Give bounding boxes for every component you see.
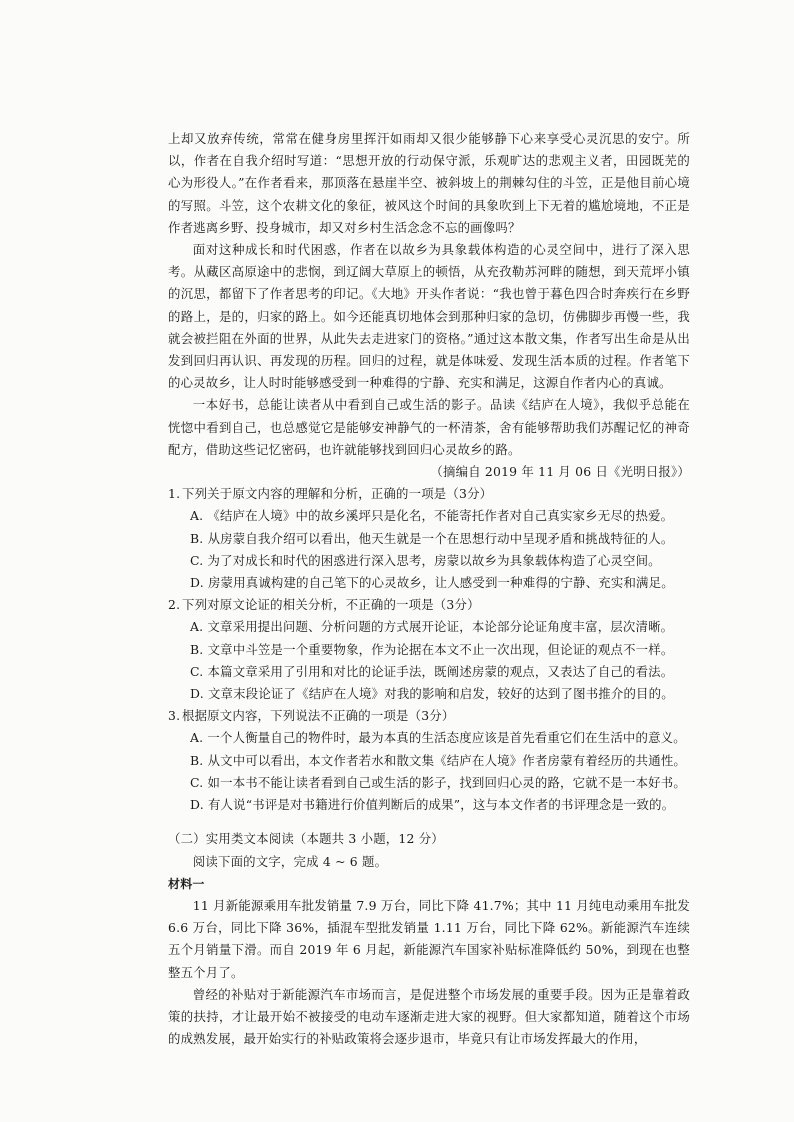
question-text: 下列关于原文内容的理解和分析，正确的一项是（3分） xyxy=(182,486,493,502)
material-paragraph-2: 曾经的补贴对于新能源汽车市场而言，是促进整个市场发展的重要手段。因为正是靠着政策的扶持，才让最开始不被接受的电动车逐渐走进大家的视野。但大家都知道，随着这个市场的成熟发展，最开始实行的补贴政策将会逐步退市，毕竟只有让市场发挥最大的作用， xyxy=(168,986,690,1047)
section-2 xyxy=(168,828,690,1050)
option-d: D. 文章末段论证了《结庐在人境》对我的影响和启发，较好的达到了图书推介的目的。 xyxy=(190,686,674,702)
option-d: D. 房蒙用真诚构建的自己笔下的心灵故乡，让人感受到一种难得的宁静、充实和满足。 xyxy=(190,575,674,591)
option-a: A. 一个人衡量自己的物件时，最为本真的生活态度应该是首先看重它们在生活中的意义。 xyxy=(190,730,686,746)
option-b: B. 从文中可以看出，本文作者若水和散文集《结庐在人境》作者房蒙有着经历的共通性。 xyxy=(190,752,687,768)
question-stem xyxy=(168,594,690,616)
question-number: 3. xyxy=(168,708,181,724)
option-c: C. 本篇文章采用了引用和对比的论证手法，既阐述房蒙的观点，又表达了自己的看法。 xyxy=(190,663,674,679)
page-content xyxy=(168,128,690,1050)
question-stem xyxy=(168,483,690,505)
option-a: A. 《结庐在人境》中的故乡溪坪只是化名，不能寄托作者对自己真实家乡无尽的热爱。 xyxy=(190,508,674,524)
question-stem xyxy=(168,705,690,727)
passage-paragraph-2: 面对这种成长和时代困惑，作者在以故乡为具象载体构造的心灵空间中，进行了深入思考。从藏区高原途中的悲悯，到辽阔大草原上的顿悟，从充孜勒苏河畔的随想，到天荒坪小镇的沉思，都留下了作者思考的印记。《大地》开头作者说：“我也曾于暮色四合时奔疾行在乡野的路上，是的，归家的路上。如今还能真切地体会到那种归家的急切，仿佛脚步再慢一些，我就会被拦阻在外面的世界，从此失去走进家门的资格。”通过这本散文集，作者写出生命是从出发到回归再认识、再发现的历程。回归的过程，就是体味爱、发现生活本质的过程。作者笔下的心灵故乡，让人时时能够感受到一种难得的宁静、充实和满足，这源自作者内心的真诚。 xyxy=(168,242,690,391)
option-c: C. 为了对成长和时代的困惑进行深入思考，房蒙以故乡为具象载体构造了心灵空间。 xyxy=(190,552,661,568)
option-a: A. 文章采用提出问题、分析问题的方式展开论证，本论部分论证角度丰富，层次清晰。 xyxy=(190,619,674,635)
section-heading: （二）实用类文本阅读（本题共 3 小题，12 分） xyxy=(168,831,444,847)
question-text: 下列对原文论证的相关分析，不正确的一项是（3分） xyxy=(182,597,480,613)
question-number: 1. xyxy=(168,486,181,502)
question-3 xyxy=(168,705,690,816)
option-c: C. 如一本书不能让读者看到自己或生活的影子，找到回归心灵的路，它就不是一本好书。 xyxy=(190,774,686,790)
section-instruction: 阅读下面的文字，完成 4 ~ 6 题。 xyxy=(192,853,388,869)
option-d: D. 有人说“书评是对书籍进行价值判断后的成果”，这与本文作者的书评理念是一致的。 xyxy=(190,797,675,813)
passage-paragraph-3: 一本好书，总能让读者从中看到自己或生活的影子。品读《结庐在人境》，我似乎总能在恍惚中看到自己，也总感觉它是能够安神静气的一杯清茶，舍有能够帮助我们苏醒记忆的神奇配方，借助这些记忆密码，也许就能够找到回归心灵故乡的路。 xyxy=(168,397,690,457)
question-text: 根据原文内容，下列说法不正确的一项是（3分） xyxy=(182,708,455,724)
question-2 xyxy=(168,594,690,705)
material-paragraph-1: 11 月新能源乘用车批发销量 7.9 万台，同比下降 41.7%；其中 11 月纯电动乘用车批发 6.6 万台，同比下降 36%，插混车型批发销量 1.11 万台，同比下降 62%。新能源汽车连续五个月销量下滑。而自 2019 年 6 月起，新能源汽车国家补贴标准降低约 50%，到现在也整整五个月了。 xyxy=(168,897,690,980)
material-label: 材料一 xyxy=(168,876,205,891)
passage-paragraph-1: 上却又放弃传统，常常在健身房里挥汗如雨却又很少能够静下心来享受心灵沉思的安宁。所以，作者在自我介绍时写道：“思想开放的行动保守派，乐观旷达的悲观主义者，田园既芜的心为形役人。”在作者看来，那顶落在悬崖半空、被斜坡上的荆棘勾住的斗笠，正是他目前心境的写照。斗笠，这个农耕文化的象征，被风这个时间的具象吹到上下无着的尴尬境地，不正是作者逃离乡野、投身城市，却又对乡村生活念念不忘的画像吗？ xyxy=(168,131,690,235)
option-b: B. 从房蒙自我介绍可以看出，他天生就是一个在思想行动中呈现矛盾和挑战特征的人。 xyxy=(190,530,674,546)
question-1 xyxy=(168,483,690,594)
question-number: 2. xyxy=(168,597,181,613)
passage-source: （摘编自 2019 年 11 月 06 日《光明日报》） xyxy=(430,464,690,480)
option-b: B. 文章中斗笠是一个重要物象，作为论据在本文不止一次出现，但论证的观点不一样。 xyxy=(190,641,674,657)
